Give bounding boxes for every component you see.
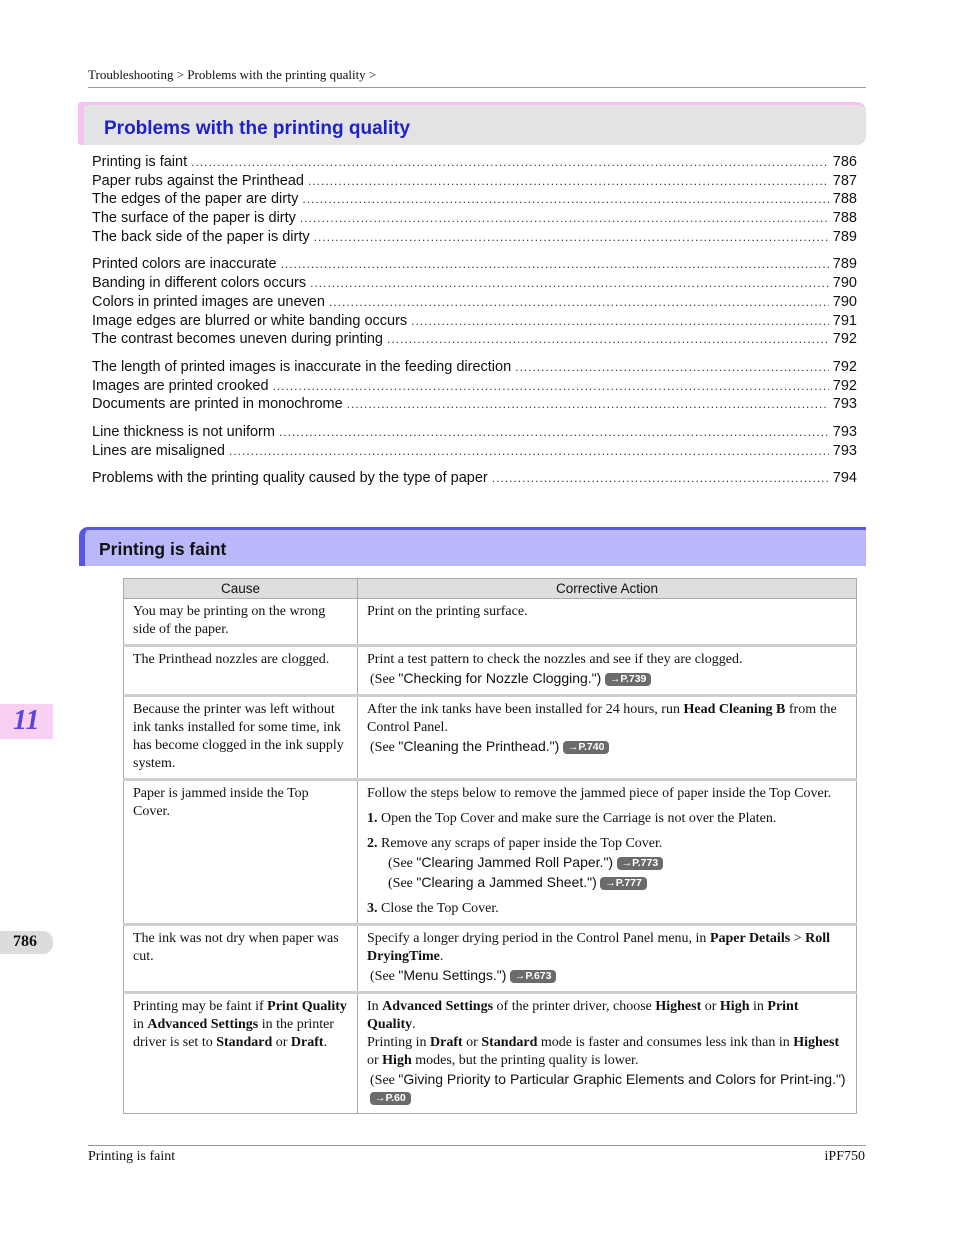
toc-entry-label: The back side of the paper is dirty (92, 228, 310, 245)
toc-entry-page: 790 (832, 293, 857, 310)
see-link[interactable]: "Cleaning the Printhead.") (398, 738, 560, 754)
toc-entry-page: 793 (832, 396, 857, 413)
page-ref-badge[interactable]: →P.773 (617, 857, 664, 870)
action-cell: In Advanced Settings of the printer driver, choose Highest or High in Print Quality. Printing in Draft or Standard mode is faster and consumes less ink than in Highest or High modes, but the printing quality is lower. (See "Giving Priority to Particular Graphic Elements and Colors for Print-ing.") →P.60 (358, 993, 857, 1114)
toc-entry-page: 788 (832, 210, 857, 227)
toc-entry-page: 791 (832, 312, 857, 329)
footer-rule (88, 1145, 866, 1146)
step-item: 1. Open the Top Cover and make sure the Carriage is not over the Platen. (367, 811, 777, 826)
toc-entry[interactable] (92, 275, 857, 294)
see-reference: (See "Giving Priority to Particular Graphic Elements and Colors for Print-ing.") →P.60 (370, 1071, 846, 1104)
footer-section-name: Printing is faint (88, 1149, 176, 1164)
cause-cell: Printing may be faint if Print Quality in Advanced Settings in the printer driver is set to Standard or Draft. (124, 993, 358, 1114)
toc-entry-label: Lines are misaligned (92, 442, 225, 459)
footer-model-name: iPF750 (824, 1149, 865, 1164)
toc-entry[interactable] (92, 154, 857, 173)
step-item: 2. Remove any scraps of paper inside the Top Cover. (See "Clearing Jammed Roll Paper.") →P.773 (See "Clearing a Jammed Sheet.") →P.777 (367, 835, 847, 893)
toc-entry-page: 790 (832, 275, 857, 292)
toc-entry-label: Line thickness is not uniform (92, 423, 275, 440)
toc-group (92, 256, 857, 349)
chapter-tab (0, 704, 53, 739)
toc-entry-page: 789 (832, 228, 857, 245)
action-text: Print a test pattern to check the nozzles and see if they are clogged. (367, 652, 743, 667)
toc-group (92, 359, 857, 415)
toc-entry-page: 793 (832, 442, 857, 459)
cause-cell: You may be printing on the wrong side of the paper. (124, 599, 358, 646)
toc-entry-label: Printed colors are inaccurate (92, 256, 277, 273)
toc-entry-label: Colors in printed images are uneven (92, 293, 325, 310)
toc-entry-label: The surface of the paper is dirty (92, 210, 296, 227)
see-link[interactable]: "Giving Priority to Particular Graphic Elements and Colors for Print-ing.") (398, 1071, 846, 1087)
toc-entry[interactable] (92, 256, 857, 275)
action-cell: After the ink tanks have been installed for 24 hours, run Head Cleaning B from the Control Panel. (See "Cleaning the Printhead.") →P.740 (358, 696, 857, 780)
toc-entry-page: 788 (832, 191, 857, 208)
toc-entry[interactable] (92, 378, 857, 397)
table-row (124, 696, 857, 780)
table-row (124, 780, 857, 925)
toc-group (92, 154, 857, 247)
toc-entry-label: Image edges are blurred or white banding occurs (92, 312, 408, 329)
page-title-bar (78, 102, 866, 145)
toc-entry-page: 789 (832, 256, 857, 273)
toc-entry[interactable] (92, 424, 857, 443)
see-link[interactable]: "Clearing a Jammed Sheet.") (416, 874, 597, 890)
toc-entry[interactable] (92, 470, 857, 489)
see-link[interactable]: "Checking for Nozzle Clogging.") (398, 670, 602, 686)
toc-entry-page: 786 (832, 154, 857, 170)
breadcrumb: Troubleshooting > Problems with the printing quality > (88, 67, 377, 82)
cause-cell: The ink was not dry when paper was cut. (124, 925, 358, 993)
see-reference: (See "Checking for Nozzle Clogging.") →P.739 (367, 669, 847, 689)
see-link[interactable]: "Menu Settings.") (398, 967, 507, 983)
cause-cell: Paper is jammed inside the Top Cover. (124, 780, 358, 925)
table-row (124, 646, 857, 696)
table-row (124, 925, 857, 993)
toc-entry-label: Images are printed crooked (92, 377, 269, 394)
step-item: 3. Close the Top Cover. (367, 901, 499, 916)
toc-entry[interactable] (92, 210, 857, 229)
toc-entry-page: 793 (832, 423, 857, 440)
toc-entry[interactable] (92, 331, 857, 350)
toc-entry[interactable] (92, 359, 857, 378)
table-row (124, 599, 857, 646)
toc-entry-page: 794 (832, 470, 857, 487)
page-number: 786 (13, 933, 37, 950)
action-text: Follow the steps below to remove the jammed piece of paper inside the Top Cover. (367, 786, 832, 801)
toc-entry[interactable] (92, 191, 857, 210)
toc-entry-label: Banding in different colors occurs (92, 275, 307, 292)
toc-entry-label: The edges of the paper are dirty (92, 191, 299, 208)
toc-entry-label: The contrast becomes uneven during printing (92, 331, 383, 348)
toc (92, 154, 857, 498)
toc-entry[interactable] (92, 396, 857, 415)
section-header-bar (79, 527, 866, 566)
action-cell: Specify a longer drying period in the Control Panel menu, in Paper Details > Roll DryingTime. (See "Menu Settings.") →P.673 (358, 925, 857, 993)
action-cell (358, 780, 857, 925)
cause-cell: The Printhead nozzles are clogged. (124, 646, 358, 696)
page-title: Problems with the printing quality (104, 118, 411, 139)
toc-group (92, 470, 857, 489)
see-reference: (See "Clearing a Jammed Sheet.") →P.777 (367, 873, 847, 893)
toc-entry[interactable] (92, 294, 857, 313)
toc-entry-page: 792 (832, 377, 857, 394)
see-reference: (See "Clearing Jammed Roll Paper.") →P.773 (367, 853, 847, 873)
cause-action-table (123, 578, 857, 1114)
toc-entry[interactable] (92, 229, 857, 248)
page-ref-badge[interactable]: →P.740 (563, 741, 610, 754)
column-header-action: Corrective Action (358, 579, 857, 599)
toc-entry-label: Paper rubs against the Printhead (92, 172, 304, 189)
see-link[interactable]: "Clearing Jammed Roll Paper.") (416, 854, 614, 870)
chapter-number: 11 (13, 705, 40, 736)
toc-entry[interactable] (92, 173, 857, 192)
toc-entry-page: 792 (832, 358, 857, 375)
page-ref-badge[interactable]: →P.673 (510, 970, 557, 983)
page-ref-badge[interactable]: →P.739 (605, 673, 652, 686)
action-cell (358, 646, 857, 696)
section-title: Printing is faint (99, 539, 227, 559)
toc-entry[interactable] (92, 313, 857, 332)
see-reference: (See "Menu Settings.") →P.673 (367, 966, 847, 986)
toc-entry-label: Documents are printed in monochrome (92, 396, 343, 413)
page-ref-badge[interactable]: →P.60 (370, 1092, 411, 1105)
action-cell: Print on the printing surface. (358, 599, 857, 646)
toc-entry-page: 787 (832, 172, 857, 189)
toc-entry-page: 792 (832, 331, 857, 348)
page-ref-badge[interactable]: →P.777 (600, 877, 647, 890)
toc-entry[interactable] (92, 443, 857, 462)
toc-entry-label: Printing is faint (92, 154, 188, 170)
see-reference: (See "Cleaning the Printhead.") →P.740 (367, 737, 847, 757)
column-header-cause: Cause (124, 579, 358, 599)
table-row (124, 993, 857, 1114)
toc-entry-label: The length of printed images is inaccurate in the feeding direction (92, 358, 512, 375)
toc-group (92, 424, 857, 461)
toc-entry-label: Problems with the printing quality caused by the type of paper (92, 470, 488, 487)
table-header-row (124, 579, 857, 599)
header-rule (88, 87, 866, 88)
page-number-tab (0, 931, 53, 954)
cause-cell: Because the printer was left without ink tanks installed for some time, ink has become clogged in the ink supply system. (124, 696, 358, 780)
